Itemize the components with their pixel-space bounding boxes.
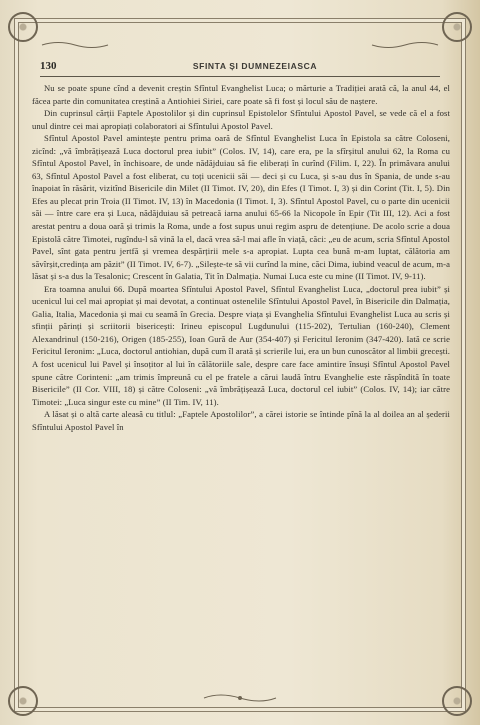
corner-ornament-icon <box>8 686 38 716</box>
header-flourish-icon <box>370 40 440 50</box>
running-title: SFINTA ȘI DUMNEZEIASCA <box>192 61 318 71</box>
paragraph: A lăsat și o altă carte aleasă cu titlul: „Faptele Apostolilor”, a cărei istorie se întinde pînă la al doilea an al șederii Sfîntului Apostol Pavel în <box>32 409 450 432</box>
corner-ornament-icon <box>442 12 472 42</box>
body-text <box>32 82 450 682</box>
page-header <box>40 60 440 76</box>
header-rule <box>40 76 440 77</box>
corner-ornament-icon <box>8 12 38 42</box>
header-flourish-icon <box>40 40 110 50</box>
paragraph: Din cuprinsul cărții Faptele Apostolilor și din cuprinsul Epistolelor Sfîntului Apostol Pavel, se vede că el a fost unul dintre cei mai apropiați colaboratori ai Sfîntului Apostol Pavel. <box>32 108 450 131</box>
bottom-flourish-icon <box>200 692 280 704</box>
corner-ornament-icon <box>442 686 472 716</box>
page-number: 130 <box>40 60 57 72</box>
paragraph: Era toamna anului 66. După moartea Sfîntului Apostol Pavel, Sfîntul Evanghelist Luca, „doctorul prea iubit” și ucenicul lui cel mai apropiat și mai devotat, a continuat ostenelile Sfîntului Apostol Pavel, în Bisericile din Dalmația, Galia, Italia, Macedonia și mai cu seamă în Grecia. Despre viața și Evanghelia Sfîntului Evanghelist Luca au scris și sfinții părinți și scriitorii bisericești: Irineu episcopul Lugdunului (115-202), Tertulian (160-240), Clement Alexandrinul (150-216), Origen (185-255), Ioan Gură de Aur (354-407) și Fericitul Ieronim (347-420). Iată ce scrie Fericitul Ieronim: „Luca, doctorul antiohian, după cum îl arată și scrierile lui, era un bun cunoscător al limbii grecești. A fost ucenicul lui Pavel și însoțitor al lui în călătoriile sale, despre care face amintire însuși Sfîntul Apostol Pavel spune către Corinteni: „am trimis împreună cu el pe fratele a cărui laudă întru Evanghelie este răspîndită în toate Bisericile” (II Cor. VIII, 18) și către Coloseni: „vă îmbrățișează Luca, doctorul cel iubit” (Colos. IV, 14); iar către Timotei: „Luca singur este cu mine” (II Tim. IV, 11). <box>32 283 450 407</box>
paragraph: Sfîntul Apostol Pavel amintește pentru prima oară de Sfîntul Evanghelist Luca în Epistola sa către Coloseni, zicînd: „vă îmbrățișează Luca doctorul prea iubit” (Colos. IV, 14), care era, pe la sfîrșitul anului 62, la Roma cu Sfîntul Apostol Pavel, în închisoare, de unde nădăjduiau să fie eliberați în curînd (Filim. I, 22). În primăvara anului 63, Sfîntul Apostol Pavel a fost eliberat, cu toți ucenicii săi — deci și cu Luca, și s-au dus în Spania, de unde s-au înapoiat în răsărit, vizitînd Bisericile din Milet (II Timot. IV, 20), din Efes (I Timot. I, 3) și din Corint (Tit. I, 5). Din Efes au plecat prin Troia (II Timot. IV, 13) în Macedonia (I Timot. I, 3). Sfîntul Apostol Pavel, cu o parte din ucenicii săi — între care era și Luca, nădăjduiau să petreacă iarna anului 65-66 la Nicopole în Epir (Tit III, 12). Aci a fost arestat pentru a doua oară și trimis la Roma, unde a fost supus unui regim aspru de detențiune. De acolo scrie a doua Epistolă către Timotei, rugîndu-l să vină la el, dacă vrea să-l mai afle în viață, căci: „eu de acum, scria Sfîntul Apostol Pavel, sînt gata pentru jertfă și vremea despărțirii mele s-a apropiat. Lupta cea bună m-am luptat, călătoria am săvîrșit,credința am păzit” (II Timot. IV, 6-7). „Silește-te să vii curînd la mine, căci Dima, iubind veacul de acum, m-a lăsat și s-a dus la Tesalonic; Crescent în Galatia, Tit în Dalmația. Numai Luca este cu mine (II Timot. IV, 9-11). <box>32 133 450 282</box>
paragraph: Nu se poate spune cînd a devenit creștin Sfîntul Evanghelist Luca; o mărturie a Tradiției arată că, la anul 44, el făcea parte din comunitatea creștină a Antiohiei Siriei, care poate să fi fost și locul său de naștere. <box>32 83 450 106</box>
